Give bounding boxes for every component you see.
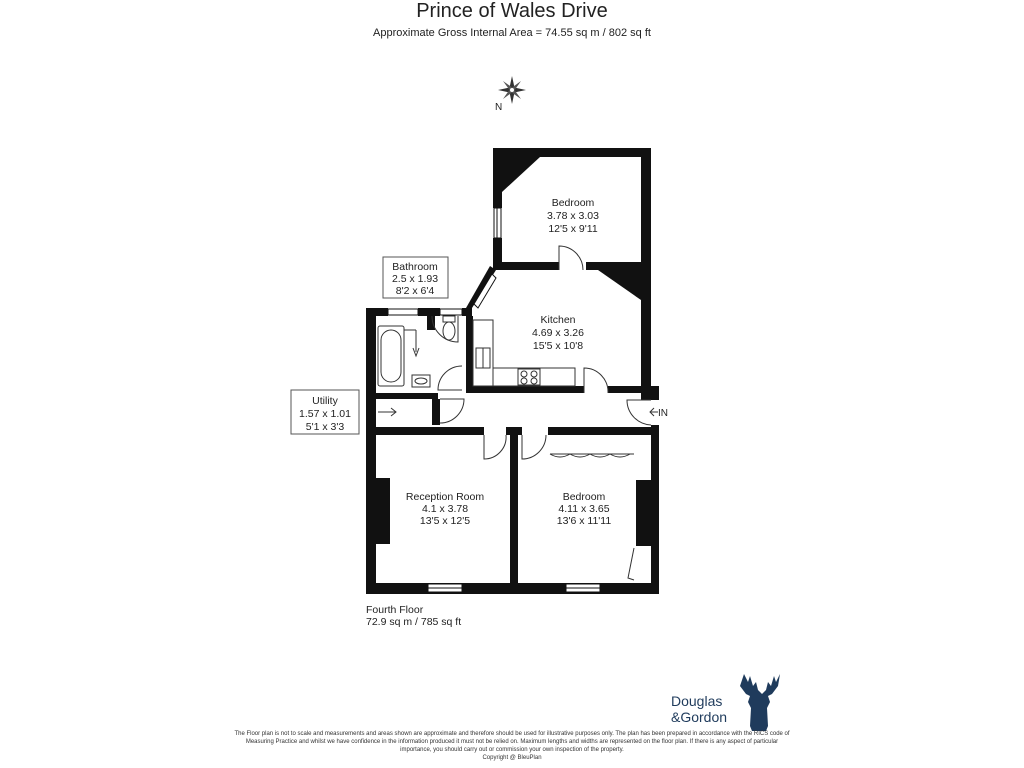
compass-north-label: N xyxy=(495,102,503,113)
room-reception-name: Reception Room xyxy=(405,491,485,503)
bathroom-fixtures xyxy=(378,316,455,387)
plan-subtitle: Approximate Gross Internal Area = 74.55 sq m / 802 sq ft xyxy=(373,27,651,39)
room-kitchen-imperial: 15'5 x 10'8 xyxy=(532,340,584,352)
room-bathroom-imperial: 8'2 x 6'4 xyxy=(395,285,435,297)
room-bedroom-top-name: Bedroom xyxy=(551,197,595,209)
utility-arrow xyxy=(378,408,396,416)
floor-area: 72.9 sq m / 785 sq ft xyxy=(366,616,462,628)
room-reception-metric: 4.1 x 3.78 xyxy=(421,503,469,515)
brand-line2: &Gordon xyxy=(671,709,728,725)
floor-summary xyxy=(366,604,461,628)
room-reception-imperial: 13'5 x 12'5 xyxy=(419,515,471,527)
brand-logo xyxy=(671,693,727,725)
room-utility-imperial: 5'1 x 3'3 xyxy=(305,421,345,433)
room-utility-metric: 1.57 x 1.01 xyxy=(299,408,351,420)
room-bedroom-top-imperial: 12'5 x 9'11 xyxy=(548,223,598,235)
entrance-label: IN xyxy=(658,408,668,419)
plan-title: Prince of Wales Drive xyxy=(416,0,608,22)
floor-name: Fourth Floor xyxy=(366,604,424,616)
compass-rose-icon xyxy=(498,76,526,104)
brand-line1: Douglas xyxy=(671,693,723,709)
walls xyxy=(366,148,659,594)
copyright-text: Copyright @ BleuPlan xyxy=(482,755,542,761)
room-bathroom-metric: 2.5 x 1.93 xyxy=(391,273,439,285)
stag-head-icon xyxy=(740,674,780,731)
room-utility-name: Utility xyxy=(312,395,338,407)
room-bedroom-bottom-name: Bedroom xyxy=(562,491,606,503)
room-bathroom-name: Bathroom xyxy=(392,261,438,273)
room-bedroom-bottom-metric: 4.11 x 3.65 xyxy=(558,503,610,515)
room-kitchen-name: Kitchen xyxy=(540,314,576,326)
disclaimer-text: The Floor plan is not to scale and measurements and areas shown are approximate and therefore should be used for illustrative purposes only. The plan has been prepared in accordance with the RICS code of Measuring Practice and whilst we have confidence in the information produced it must not be relied on. Maximum lengths and widths are represented on the floor plan. If there is any aspect of particular importance, you should carry out or commission your own inspection of the property. xyxy=(234,731,790,753)
room-kitchen-metric: 4.69 x 3.26 xyxy=(532,327,584,339)
disclaimer xyxy=(230,730,794,762)
room-bedroom-top-metric: 3.78 x 3.03 xyxy=(547,210,599,222)
entrance-arrow-icon xyxy=(650,408,658,416)
room-bedroom-bottom-imperial: 13'6 x 11'11 xyxy=(556,515,612,527)
